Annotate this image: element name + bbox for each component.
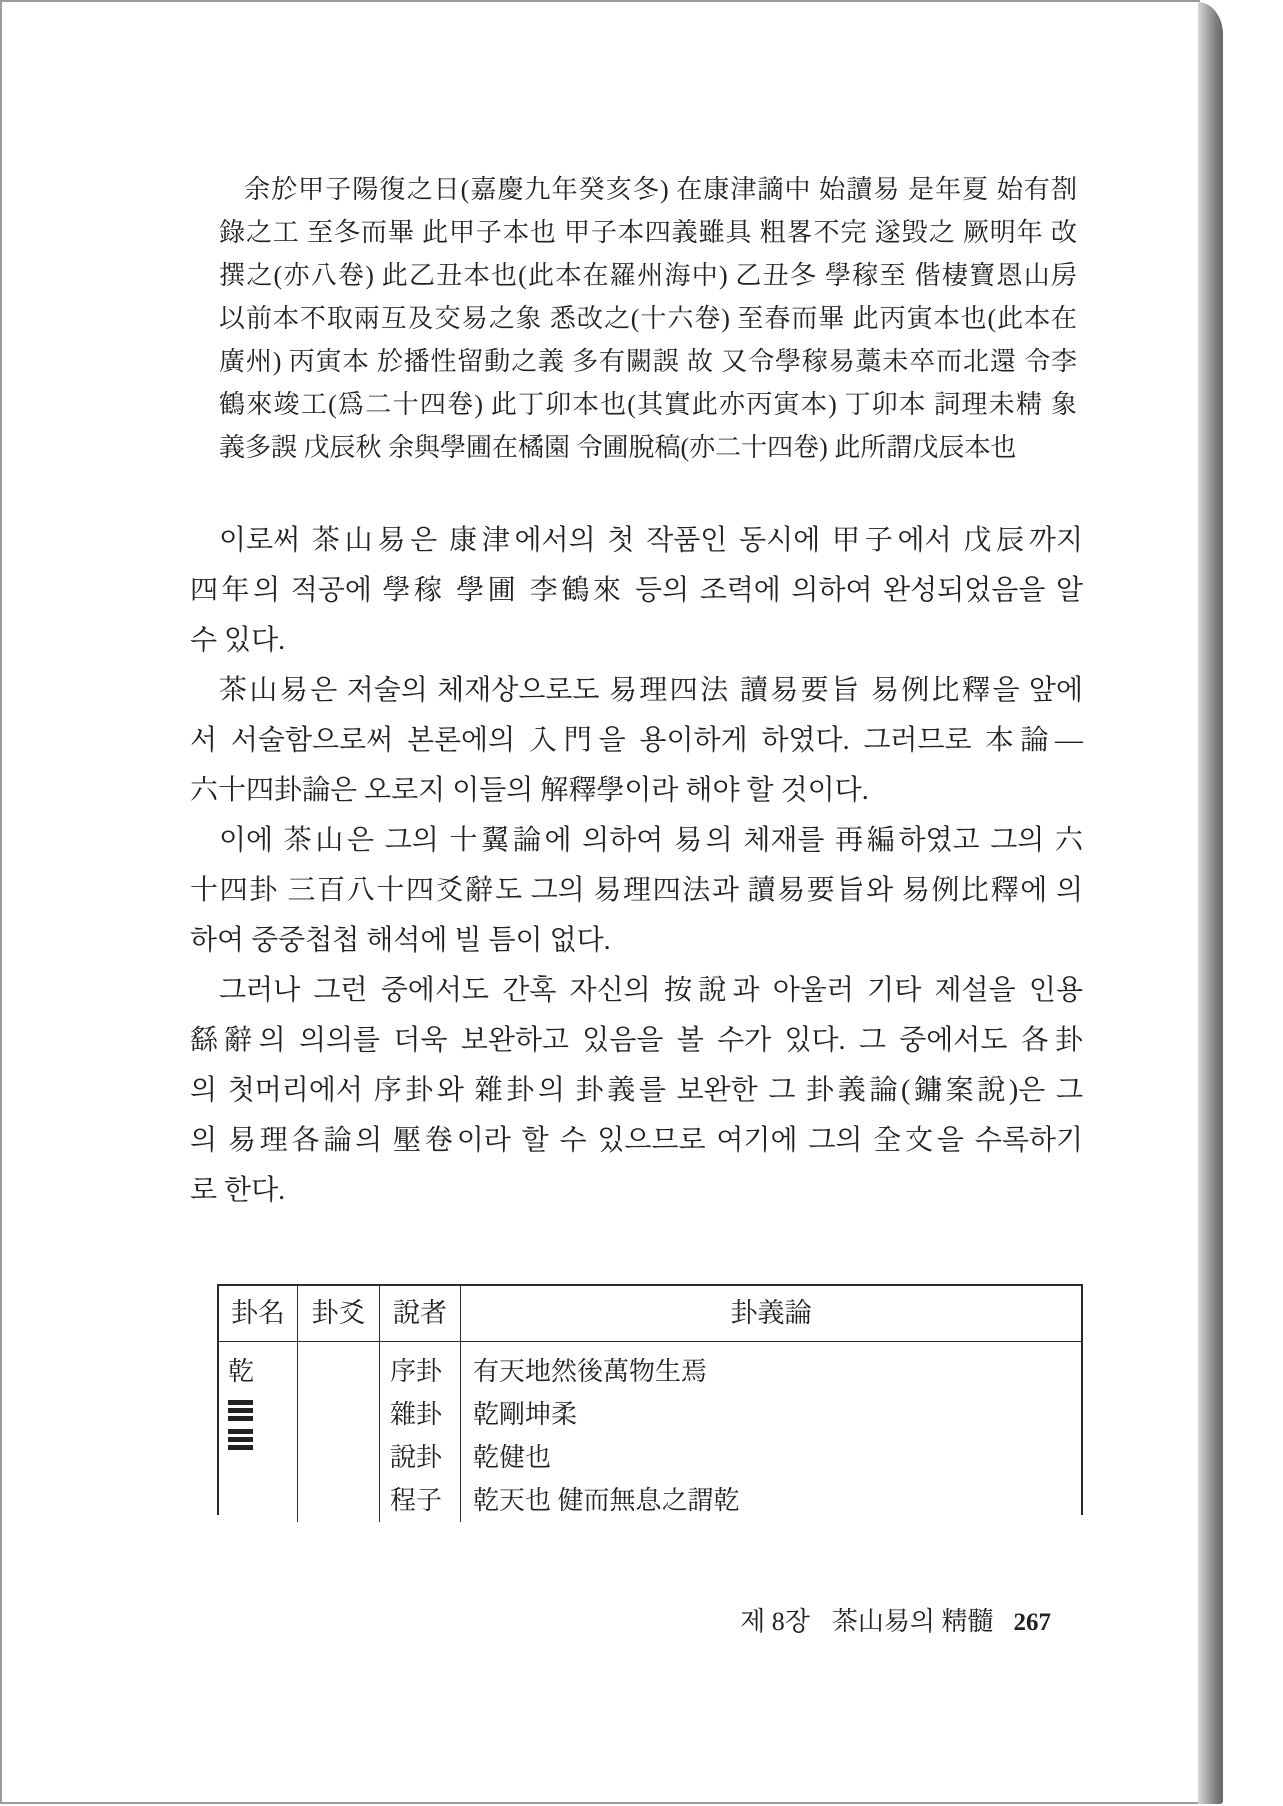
- body-line: 의 첫머리에서 序卦와 雜卦의 卦義를 보완한 그 卦義論(鏞案說)은 그: [190, 1075, 1083, 1106]
- body-line: 수 있다.: [190, 625, 286, 656]
- page-edge-shadow: [1198, 2, 1223, 1804]
- yang-line: [228, 1416, 253, 1421]
- speaker: 程子: [390, 1486, 443, 1515]
- yang-line: [228, 1408, 253, 1413]
- paragraph: [190, 966, 1083, 1216]
- quote-line: 余於甲子陽復之日(嘉慶九年癸亥冬) 在康津謫中 始讀易 是年夏 始有剳: [244, 175, 1077, 204]
- body-line: 六十四卦論은 오로지 이들의 解釋學이라 해야 할 것이다.: [190, 775, 869, 806]
- yang-line: [228, 1437, 253, 1442]
- page-number: 267: [1013, 1609, 1051, 1636]
- body-line: 서 서술함으로써 본론에의 入門을 용이하게 하였다. 그러므로 本論—: [190, 725, 1083, 756]
- gua-meaning-table: [217, 1284, 1083, 1515]
- header-gua-yao: 卦爻: [298, 1286, 380, 1342]
- gua-meaning-text: 乾健也: [473, 1443, 552, 1472]
- header-gua-meaning: 卦義論: [461, 1286, 1081, 1342]
- quote-line: 錄之工 至冬而畢 此甲子本也 甲子本四義雖具 粗畧不完 遂毁之 厥明年 改: [219, 218, 1077, 247]
- quote-line: 以前本不取兩互及交易之象 悉改之(十六卷) 至春而畢 此丙寅本也(此本在: [219, 304, 1077, 333]
- quote-line: 鶴來竣工(爲二十四卷) 此丁卯本也(其實此亦丙寅本) 丁卯本 詞理未精 象: [219, 390, 1077, 419]
- yang-line: [228, 1400, 253, 1405]
- chapter-label: 제 8장: [740, 1607, 810, 1636]
- body-line: 繇辭의 의의를 더욱 보완하고 있음을 볼 수가 있다. 그 중에서도 各卦: [190, 1025, 1083, 1056]
- yang-line: [228, 1429, 253, 1434]
- quote-line: 撰之(亦八卷) 此乙丑本也(此本在羅州海中) 乙丑冬 學稼至 偕棲寶恩山房: [219, 261, 1077, 290]
- chapter-title: 茶山易의 精髓: [831, 1607, 994, 1636]
- body-line: 로 한다.: [190, 1175, 286, 1206]
- body-line: 茶山易은 저술의 체재상으로도 易理四法 讀易要旨 易例比釋을 앞에: [219, 675, 1083, 706]
- quote-line: 義多誤 戊辰秋 余與學圃在橘園 令圃脫稿(亦二十四卷) 此所謂戊辰本也: [219, 433, 1017, 462]
- speaker: 雜卦: [390, 1400, 443, 1429]
- gua-meaning-text: 乾天也 健而無息之謂乾: [473, 1486, 740, 1515]
- header-speaker: 說者: [380, 1286, 461, 1342]
- gua-name: 乾: [228, 1357, 255, 1386]
- paragraph: [190, 516, 1083, 666]
- quotation-block: [219, 168, 1077, 469]
- gua-meaning-cell: [461, 1342, 1081, 1522]
- gua-meaning-text: 乾剛坤柔: [473, 1400, 578, 1429]
- gua-meaning-text: 有天地然後萬物生焉: [473, 1357, 708, 1386]
- body-line: 하여 중중첩첩 해석에 빌 틈이 없다.: [190, 925, 611, 956]
- body-line: 이에 茶山은 그의 十翼論에 의하여 易의 체재를 再編하였고 그의 六: [219, 825, 1083, 856]
- header-gua-name: 卦名: [219, 1286, 298, 1342]
- qian-hexagram-icon: [228, 1400, 253, 1450]
- speaker-cell: [380, 1342, 461, 1522]
- body-line: 이로써 茶山易은 康津에서의 첫 작품인 동시에 甲子에서 戊辰까지: [219, 525, 1083, 556]
- paragraph: [190, 666, 1083, 816]
- body-line: 의 易理各論의 壓卷이라 할 수 있으므로 여기에 그의 全文을 수록하기: [190, 1125, 1083, 1156]
- body-text: [190, 516, 1083, 1216]
- speaker: 序卦: [390, 1357, 443, 1386]
- paragraph: [190, 816, 1083, 966]
- gua-name-cell: [219, 1342, 298, 1522]
- yang-line: [228, 1445, 253, 1450]
- body-line: 그러나 그런 중에서도 간혹 자신의 按說과 아울러 기타 제설을 인용: [219, 975, 1083, 1006]
- body-line: 十四卦 三百八十四爻辭도 그의 易理四法과 讀易要旨와 易例比釋에 의: [190, 875, 1083, 906]
- gua-yao-cell: [298, 1342, 380, 1522]
- body-line: 四年의 적공에 學稼 學圃 李鶴來 등의 조력에 의하여 완성되었음을 알: [190, 575, 1083, 606]
- quote-line: 廣州) 丙寅本 於播性留動之義 多有闕誤 故 又令學稼易藁未卒而北還 令李: [219, 347, 1077, 376]
- running-footer: [740, 1604, 1051, 1640]
- speaker: 說卦: [390, 1443, 443, 1472]
